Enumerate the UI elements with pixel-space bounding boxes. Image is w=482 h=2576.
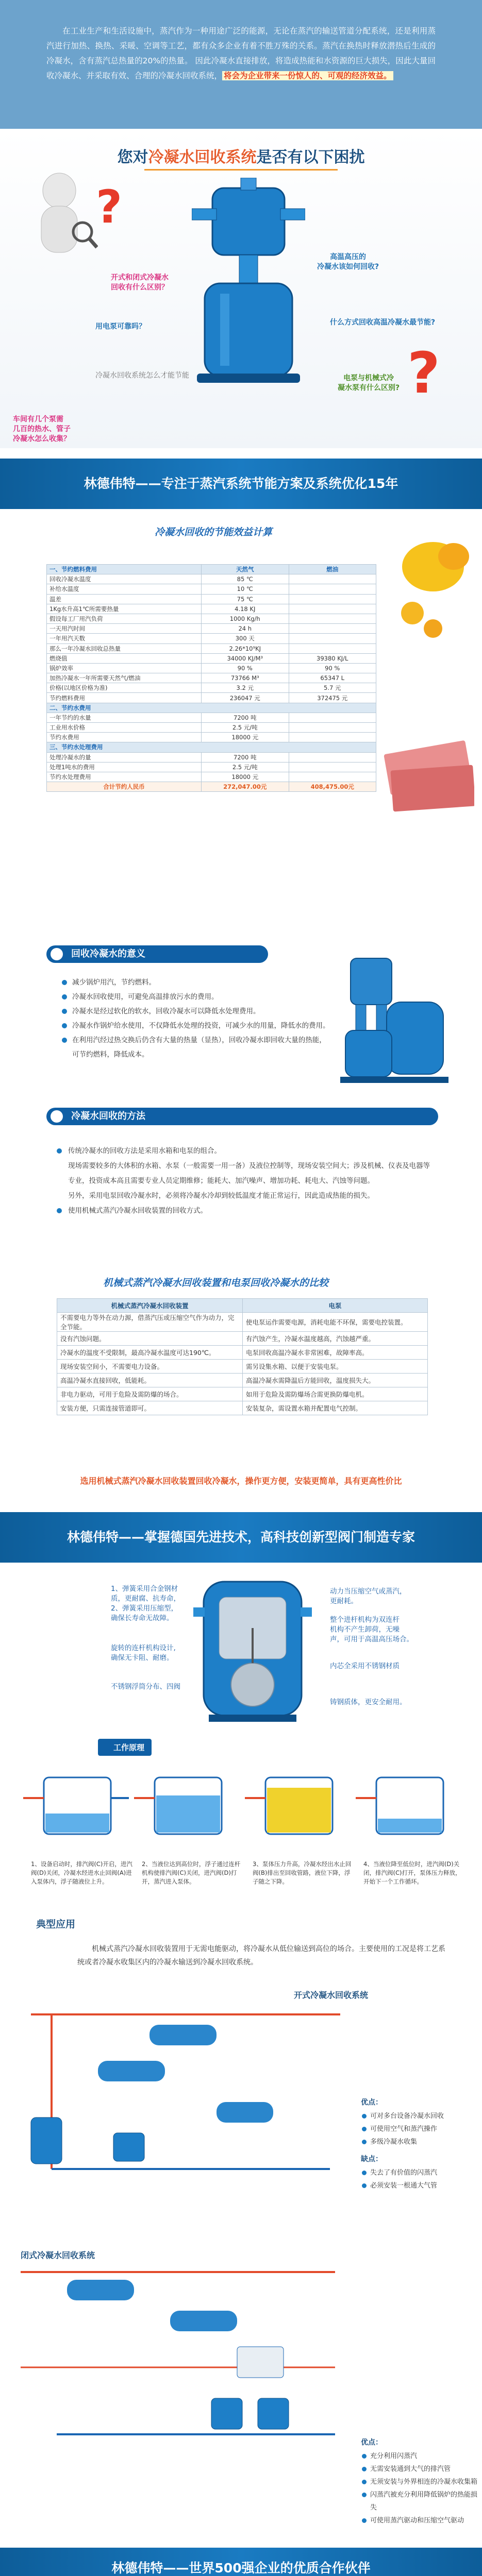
table-row: 1Kg水升高1℃所需要热量 4.18 KJ — [47, 604, 376, 614]
question-difference: 电泵与机械式冷 凝水泵有什么区别? — [338, 374, 400, 392]
big-question-mark-icon: ? — [407, 340, 440, 406]
table-row: 那么一年冷凝水回收总热量 2.26*10⁹KJ — [47, 643, 376, 653]
intro-paragraph — [46, 24, 436, 83]
intro-text: 在工业生产和生活设施中，蒸汽作为一种用途广泛的能源，无论在蒸汽的输送管道分配系统，还是利用蒸汽进行加热、换热、采暖、空调等工艺，都有众多企业有着不胜万殊的关系。蒸汽在换热时释放潜热后生成的冷凝水，含有蒸汽总热量的20%的热量。 因此冷凝水直接排放，将造成热能和水资源的巨大损失，因此大量回收冷凝水、并采取有效、合理的冷凝水回收系统， — [46, 26, 436, 80]
pump-cutaway-image — [193, 1577, 312, 1731]
list-item: 在利用汽经过热交换后仍含有大量的热量（显热），回收冷凝水即回收大量的热能，可节约燃料，降低成本。 — [62, 1033, 330, 1062]
structure-label-mechanism: 整个进杆机构为双连杆 机构不产生卸荷，无噪 声，可用于高温高压场合。 — [330, 1616, 413, 1643]
open-adv-title: 优点： — [361, 2098, 383, 2107]
list-item: 失去了有价值的闪蒸汽 — [361, 2166, 474, 2179]
list-item: 减少锅炉用汽，节约燃料。 — [62, 975, 330, 990]
table-row: 不需要电力等外在动力源，借蒸汽压或压缩空气作为动力，完全节能。 使电泵运作需要电源，消耗电能不环保，需要电控装置。 — [57, 1313, 428, 1332]
thinking-person-icon — [21, 170, 98, 273]
table-row: 非电力驱动，可用于危险及需防爆的场合。 如用于危险及需防爆场合需更换防爆电机。 — [57, 1387, 428, 1401]
list-item: 多级冷凝水收集 — [361, 2136, 474, 2148]
list-item: 必须安装一根通大气管 — [361, 2179, 474, 2192]
table-row: 冷凝水的温度不受限制，最高冷凝水温度可达190℃。 电泵回收高温冷凝水非常困难，故障率高。 — [57, 1346, 428, 1360]
table-row: 现场安装空间小，不需要电力设备。 需另设集水箱、以便于安装电泵。 — [57, 1360, 428, 1374]
table-row: 一年用汽天数 300 天 — [47, 634, 376, 643]
list-item: 可使用空气和蒸汽操作 — [361, 2123, 474, 2136]
question-mark-icon: ? — [96, 180, 123, 233]
table-row: 节约燃料费用 236047 元 372475 元 — [47, 693, 376, 703]
compare-table — [57, 1298, 428, 1415]
banner-15-years: 林德伟特——专注于蒸汽系统节能方案及系统优化15年 — [0, 459, 482, 509]
table-row: 一天用汽时间 24 h — [47, 624, 376, 634]
list-item: 冷凝水作锅炉给水使用，不仅降低水处理的投资，可减少水的用量，降低水的费用。 — [62, 1019, 330, 1033]
table-row: 三、节约水处理费用 — [47, 742, 376, 752]
table-row: 处理1吨水的费用 2.5 元/吨 — [47, 762, 376, 772]
closed-adv-title: 优点： — [361, 2438, 383, 2447]
open-dis-title: 缺点： — [361, 2155, 383, 2163]
closed-system-diagram — [15, 2264, 345, 2460]
calc-title: 冷凝水回收的节能效益计算 — [155, 527, 273, 538]
list-item: 可使用蒸汽驱动和压缩空气驱动 — [361, 2514, 479, 2527]
table-row: 锅炉效率 90 % 90 % — [47, 663, 376, 673]
table-row: 假设每工厂用汽负荷 1000 Kg/h — [47, 614, 376, 623]
work-step-2: 2、当液位达到高位时，浮子通过连杆机构使排汽阀(C)关闭，进汽阀(D)打开，蒸汽进入泵体。 — [142, 1860, 241, 1885]
question-how-to-save: 冷凝水回收系统怎么才能节能 — [95, 371, 189, 380]
open-adv-list — [361, 2110, 474, 2148]
list-item: 冷凝水回收使用，可避免高温排放污水的费用。 — [62, 990, 330, 1004]
title-rule — [144, 169, 338, 171]
table-row: 高温冷凝水直接回收，低能耗。 高温冷凝水需降温后方能回收，温度损失大。 — [57, 1374, 428, 1387]
compare-title: 机械式蒸汽冷凝水回收装置和电泵回收冷凝水的比较 — [103, 1277, 329, 1289]
problems-section — [0, 129, 482, 448]
meaning-header: 回收冷凝水的意义 — [46, 945, 268, 963]
open-dis-list — [361, 2166, 474, 2192]
list-item: 现场需要较多的大体积的水箱、水泵（一般需要一用一备）及液位控制等，现场安装空间大；涉及机械、仪表及电器等专业，投资成本高且需要专业人员定期维修；能耗大、加汽噪声、增加功耗、耗电大、汽蚀等问题。 — [68, 1162, 430, 1185]
app-title: 典型应用 — [36, 1919, 76, 1930]
methods-header: 冷凝水回收的方法 — [46, 1108, 438, 1125]
question-high-temp: 高温高压的 冷凝水该如何回收? — [317, 253, 379, 271]
methods-list — [57, 1144, 433, 1218]
table-row: 二、节约水费用 — [47, 703, 376, 713]
table-row: 温差 75 ℃ — [47, 594, 376, 604]
open-system-title: 开式冷凝水回收系统 — [294, 1990, 369, 2000]
list-item: 使用机械式蒸汽冷凝水回收装置的回收方式。 — [57, 1204, 433, 1218]
table-row-total: 合计节约人民币 272,047.00元 408,475.00元 — [47, 782, 376, 792]
problems-title: 您对冷凝水回收系统是否有以下困扰 — [117, 148, 365, 166]
compare-note: 选用机械式蒸汽冷凝水回收装置回收冷凝水，操作更方便，安装更简单，具有更高性价比 — [80, 1476, 402, 1486]
table-row: 节约水处理费用 18000 元 — [47, 772, 376, 782]
table-row: 一年节约的水量 7200 吨 — [47, 713, 376, 722]
structure-label-spring: 1、弹簧采用合金钢材 质，更耐腐、抗寿命， 2、弹簧采用压缩型， 确保长寿命无故障。 — [111, 1585, 180, 1622]
question-electric-pump: 用电泵可靠吗？ — [95, 323, 146, 331]
table-row: 一、节约燃料费用 天然气 燃油 — [47, 565, 376, 574]
list-item: 可对多台设备冷凝水回收 — [361, 2110, 474, 2123]
table-row: 燃烧值 34000 KJ/M³ 39380 KJ/L — [47, 653, 376, 663]
structure-label-power: 动力当压缩空气或蒸汽， 更耐耗。 — [330, 1587, 407, 1605]
work-step-1: 1、设备启动时，排汽阀(C)开启，进汽阀(D)关闭，冷凝水经进水止回阀(A)进入泵体内，浮子随液位上升。 — [31, 1860, 132, 1885]
savings-table — [46, 564, 376, 792]
banner-german-tech: 林德伟特——掌握德国先进技术，高科技创新型阀门制造专家 — [0, 1512, 482, 1563]
closed-system-title: 闭式冷凝水回收系统 — [21, 2250, 95, 2260]
table-row: 处理冷凝水的量 7200 吨 — [47, 752, 376, 762]
table-row: 没有汽蚀问题。 有汽蚀产生，冷凝水温度越高，汽蚀越严重。 — [57, 1332, 428, 1346]
table-row: 补给水温度 10 ℃ — [47, 584, 376, 594]
structure-label-cast-steel: 铸钢质体，更安全耐用。 — [330, 1698, 407, 1706]
structure-label-stainless: 内芯全采用不锈钢材质 — [330, 1662, 400, 1670]
question-energy-saving: 什么方式回收高温冷凝水最节能? — [330, 318, 436, 327]
money-coins-image — [371, 526, 474, 927]
list-item: 闪蒸汽被充分利用降低锅炉的热能损失 — [361, 2488, 479, 2514]
meaning-list — [62, 975, 330, 1062]
list-item: 无须安装与外界相连的冷凝水收集箱 — [361, 2476, 479, 2488]
list-item: 另外，采用电泵回收冷凝水时，必须将冷凝水冷却到较低温度才能正常运行，因此造成热能的损失。 — [68, 1192, 374, 1200]
intro-highlight: 将会为企业带来一份惊人的、可观的经济效益。 — [222, 71, 393, 80]
intro-section — [0, 0, 482, 129]
structure-label-linkage: 旋转的连杆机构设计, 确保无卡阻、耐磨。 — [111, 1644, 176, 1662]
table-row: 加热冷凝水一年所需要天然气/燃油 73766 M³ 65347 L — [47, 673, 376, 683]
table-row: 工业用水价格 2.5 元/吨 — [47, 723, 376, 733]
app-text: 机械式蒸汽冷凝水回收装置用于无需电能驱动，将冷凝水从低位输送到高位的场合。主要使用的工况是将工艺系统或者冷凝水收集区内的冷凝水输送到冷凝水回收系统。 — [77, 1945, 445, 1967]
footer-line1: 林德伟特——世界500强企业的优质合作伙伴 — [111, 2561, 371, 2575]
table-header-row: 机械式蒸汽冷凝水回收装置 电泵 — [57, 1299, 428, 1313]
work-principle-diagram — [23, 1767, 467, 1855]
list-item: 无需安装通到大气的排汽管 — [361, 2463, 479, 2476]
table-row: 回收冷凝水温度 85 ℃ — [47, 574, 376, 584]
list-item: 冷凝水是经过软化的软水，回收冷凝水可以降低水处理费用。 — [62, 1004, 330, 1019]
work-principle-header: 工作原理 — [98, 1739, 152, 1756]
question-open-closed: 开式和闭式冷凝水 回收有什么区别？ — [111, 274, 169, 292]
work-step-3: 3、泵体压力升高，冷凝水经出水止回阀(B)排出至回收管路，液位下降，浮子随之下降。 — [253, 1860, 352, 1885]
table-row: 价格(以地区价格为准) 3.2 元 5.7 元 — [47, 683, 376, 693]
open-system-diagram — [21, 2004, 351, 2190]
work-step-4: 4、当液位降至低位时，进汽阀(D)关闭，排汽阀(C)打开，泵体压力释放，开始下一个工作循环。 — [363, 1860, 461, 1885]
pump-unit-image — [335, 953, 459, 1087]
question-collection: 车间有几个泵需 几百的热水、管子 冷凝水怎么收集？ — [13, 415, 71, 443]
list-item: 充分利用闪蒸汽 — [361, 2450, 479, 2463]
structure-label-float: 不锈钢浮筒分布、四阀 — [111, 1683, 180, 1691]
closed-adv-list — [361, 2450, 479, 2527]
condensate-pump-image — [192, 178, 305, 394]
table-row: 节约水费用 18000 元 — [47, 733, 376, 742]
table-row: 安装方便，只需连接管道即可。 安装复杂，需设置水箱并配置电气控制。 — [57, 1401, 428, 1415]
list-item: 传统冷凝水的回收方法是采用水箱和电泵的组合。 — [57, 1144, 433, 1159]
footer-banner — [0, 2548, 482, 2576]
